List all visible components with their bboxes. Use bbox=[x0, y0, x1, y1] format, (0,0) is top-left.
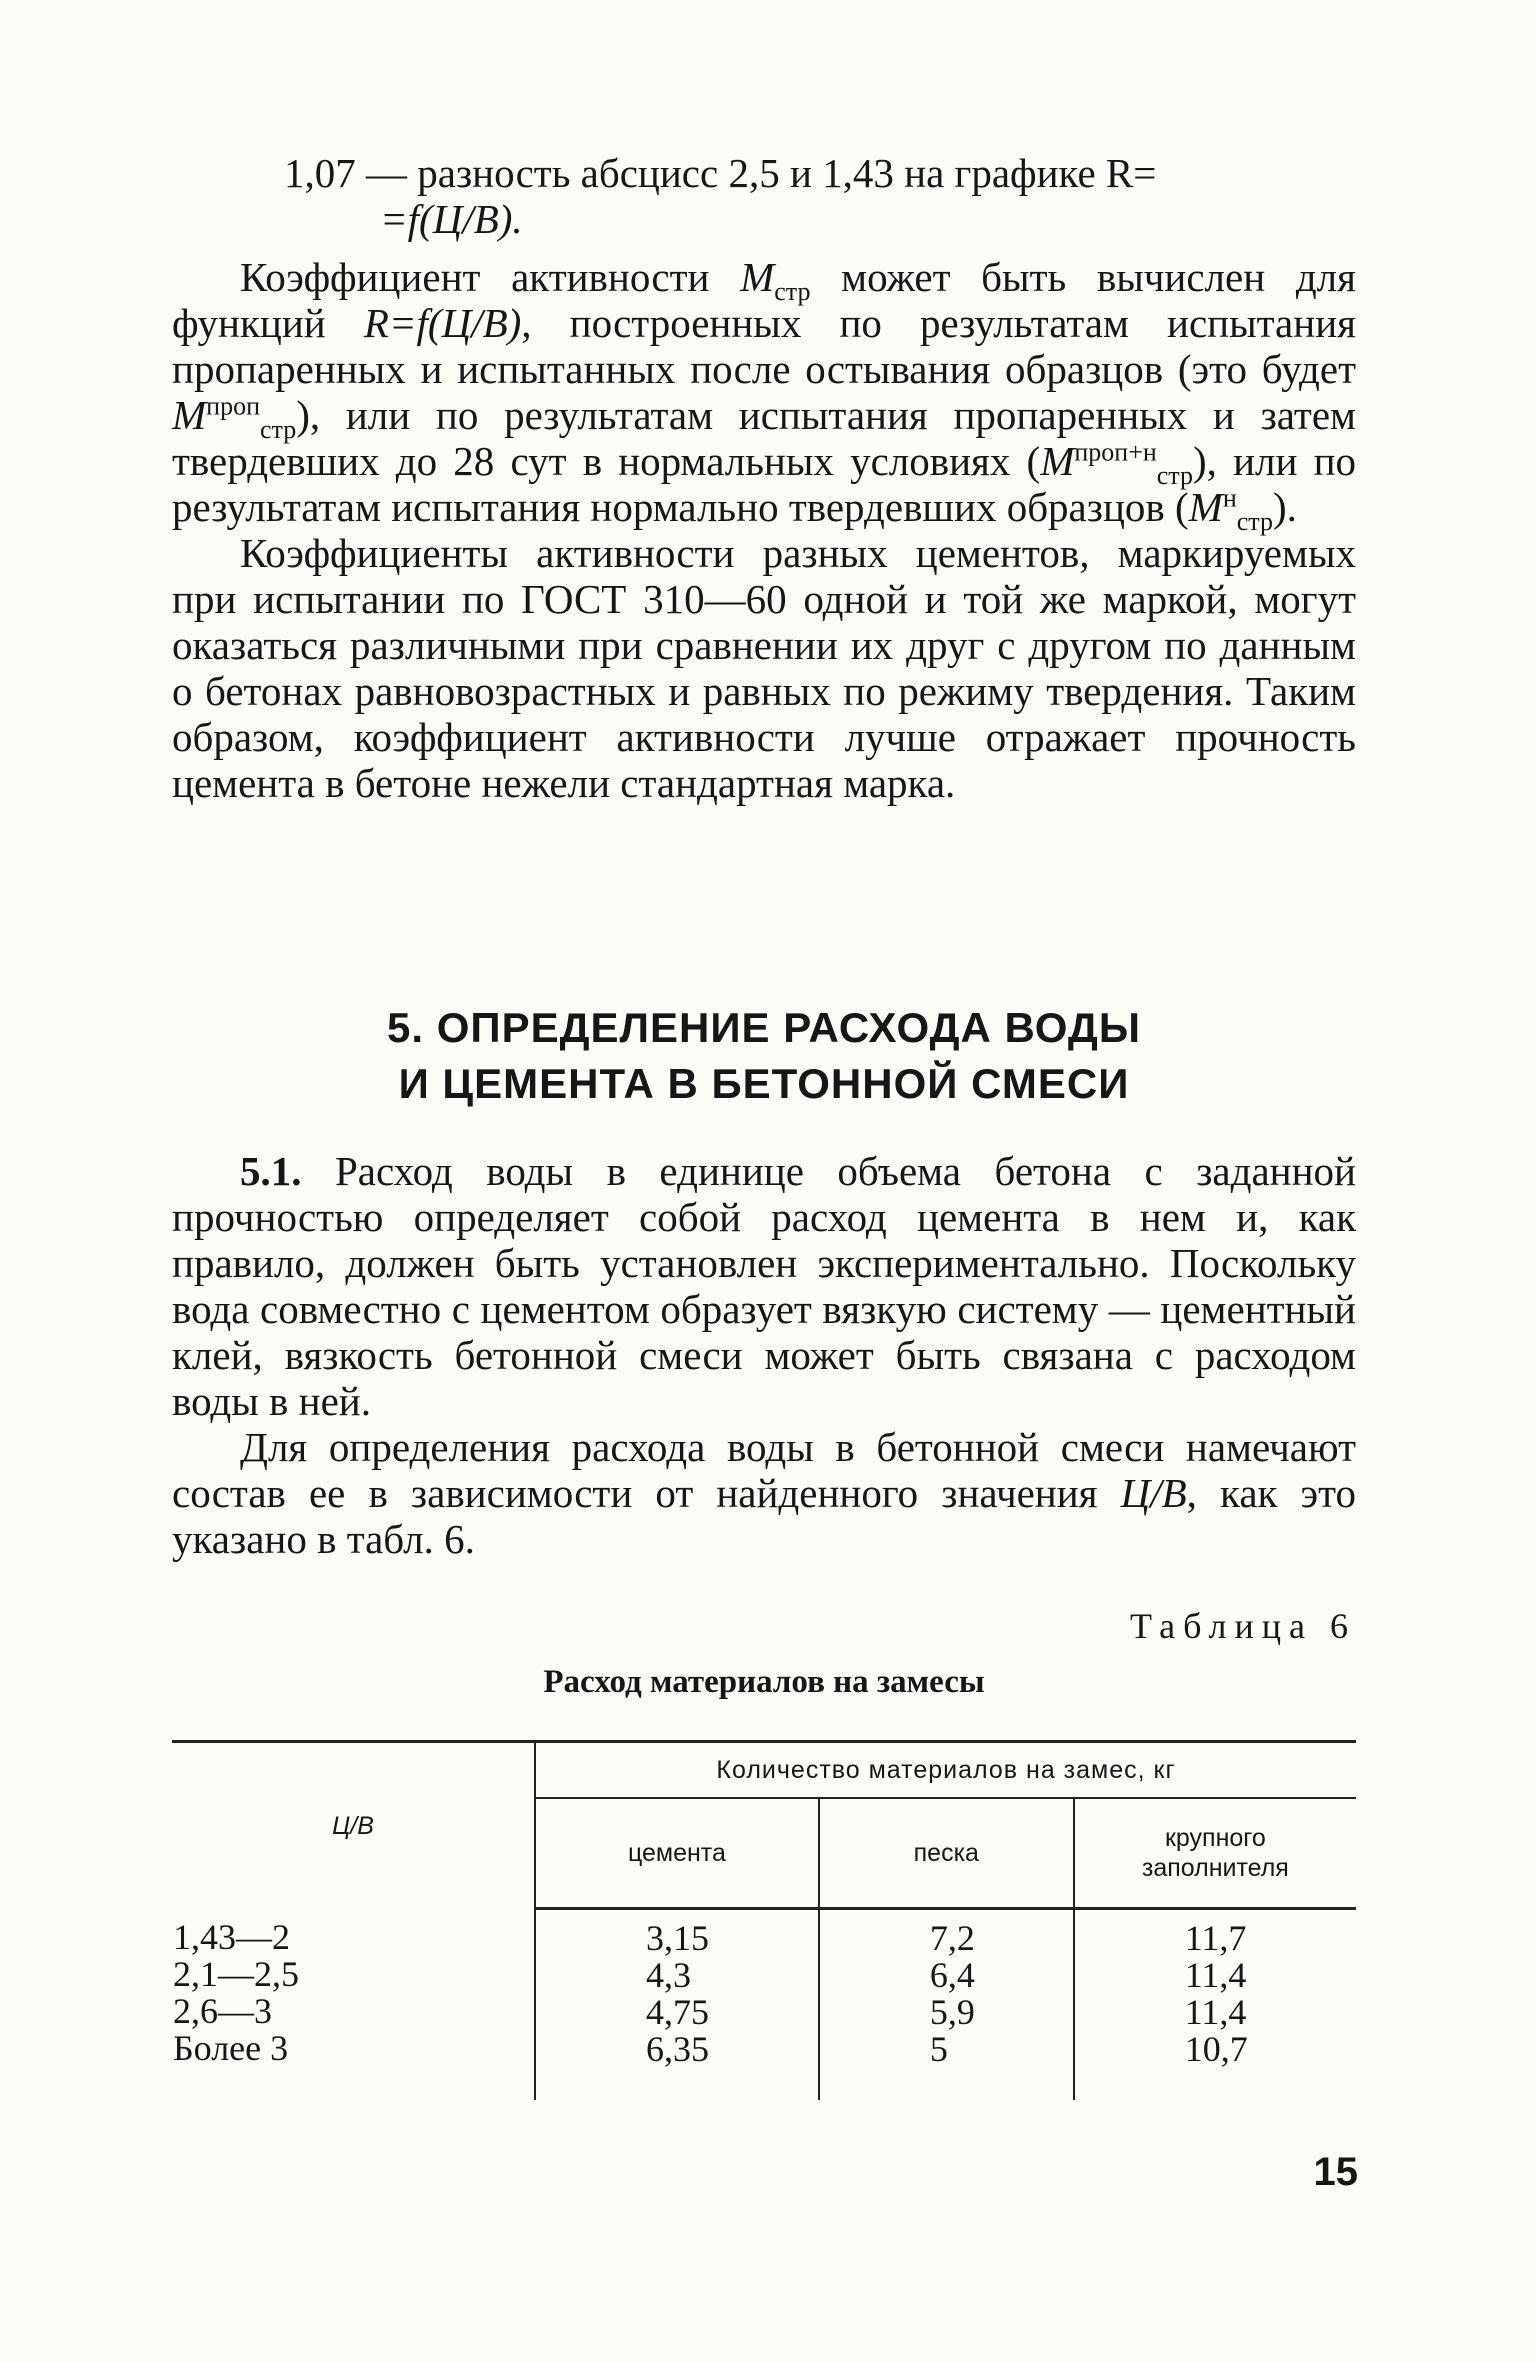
table-body bbox=[172, 1909, 1356, 2100]
table-cell: 11,7 bbox=[1184, 1918, 1247, 1958]
column-sand-values bbox=[819, 1909, 1074, 2100]
header-materials-group: Количество материалов на замес, кг bbox=[535, 1742, 1356, 1799]
paragraph-cement-grades: Коэффициенты активности разных цементов, маркируемых при испытании по ГОСТ 310—60 одной и той же маркой, могут оказаться различными при сравнении их друг с другом по данным о бетонах равновозрастных и равных по режиму твердения. Таким образом, коэффициент активности лучше отражает прочность цемента в бетоне нежели стандартная марка. bbox=[172, 530, 1356, 806]
table-caption: Таблица 6 bbox=[1130, 1606, 1356, 1646]
header-aggregate: крупного заполнителя bbox=[1074, 1798, 1356, 1909]
header-cement: цемента bbox=[535, 1798, 819, 1909]
table-cell: 4,3 bbox=[646, 1955, 691, 1995]
table-cell: 2,1—2,5 bbox=[173, 1953, 299, 1994]
table-cell: 1,43—2 bbox=[173, 1916, 290, 1957]
materials-table bbox=[172, 1740, 1356, 2100]
formula-note bbox=[172, 150, 1356, 242]
paragraph-mix-design: Для определения расхода воды в бетонной смеси намечают состав ее в зависимости от найденного значения Ц/В, как это указано в табл. 6. bbox=[172, 1424, 1357, 1562]
table-cell: 10,7 bbox=[1184, 2029, 1248, 2069]
column-aggregate-values bbox=[1074, 1909, 1356, 2100]
table-cell: 2,6—3 bbox=[173, 1990, 272, 2031]
column-cement-values bbox=[535, 1909, 819, 2100]
paragraph-5-1: 5.1. Расход воды в единице объема бетона с заданной прочностью определяет собой расход цемента в нем и, как правило, должен быть установлен экспериментально. Поскольку вода совместно с цементом образует вязкую систему — цементный клей, вязкость бетонной смеси может быть связана с расходом воды в ней. bbox=[172, 1148, 1356, 1424]
section-heading bbox=[172, 1000, 1356, 1112]
column-ratio-values bbox=[172, 1909, 535, 2100]
formula-line-1: 1,07 — разность абсцисс 2,5 и 1,43 на графике R= bbox=[284, 150, 1157, 196]
section-heading-line-1: 5. ОПРЕДЕЛЕНИЕ РАСХОДА ВОДЫ bbox=[387, 1004, 1141, 1051]
section-body bbox=[172, 1148, 1356, 1562]
table-cell: 11,4 bbox=[1184, 1955, 1247, 1995]
table-cell: 6,4 bbox=[929, 1955, 975, 1995]
formula-line-2: =f(Ц/В). bbox=[380, 196, 523, 242]
page-number: 15 bbox=[1313, 2150, 1358, 2194]
header-ratio: Ц/В bbox=[172, 1742, 535, 1909]
table-title: Расход материалов на замесы bbox=[543, 1664, 985, 1700]
table-cell: Более 3 bbox=[173, 2027, 289, 2068]
table-cell: 3,15 bbox=[646, 1918, 709, 1958]
table-cell: 11,4 bbox=[1184, 1992, 1247, 2032]
table-cell: 4,75 bbox=[646, 1992, 709, 2032]
section-heading-line-2: И ЦЕМЕНТА В БЕТОННОЙ СМЕСИ bbox=[398, 1060, 1130, 1107]
body-text bbox=[172, 254, 1356, 806]
paragraph-activity-coefficient: Коэффициент активности $М_{стр}$ может быть вычислен для функций R=f(Ц/В), построенных по результатам испытания пропаренных и испытанных после остывания образцов (это будет $М^{проп}_{стр}$), или по результатам испытания пропаренных и затем твердевших до 28 сут в нормальных условиях $(М^{проп+н}_{стр})$, или по результатам испытания нормально твердевших образцов $(М^н_{стр})$. bbox=[172, 254, 1357, 537]
table-cell: 5,9 bbox=[929, 1992, 975, 2032]
table-cell: 7,2 bbox=[929, 1918, 975, 1958]
header-sand: песка bbox=[819, 1798, 1074, 1909]
table-cell: 6,35 bbox=[646, 2029, 709, 2069]
table-cell: 5 bbox=[929, 2029, 948, 2069]
